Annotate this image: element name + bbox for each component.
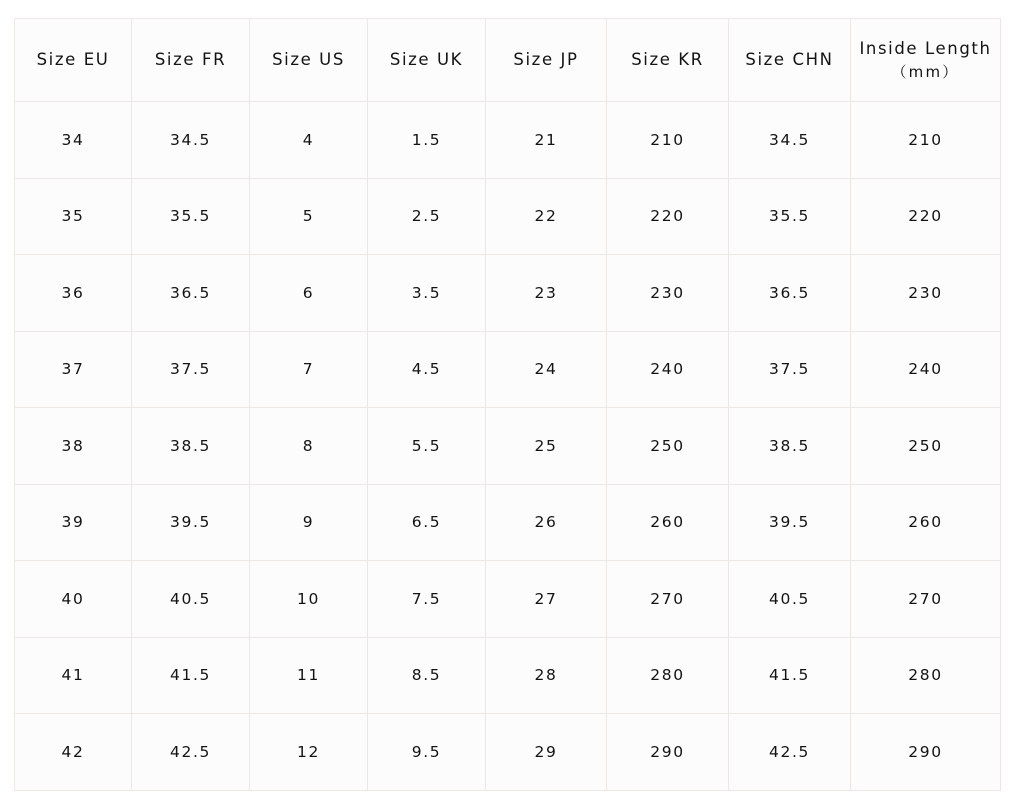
cell-size-jp: 23 bbox=[486, 255, 607, 332]
cell-size-kr: 270 bbox=[607, 561, 729, 638]
cell-inside-length: 210 bbox=[851, 102, 1001, 179]
table-row bbox=[15, 178, 1001, 255]
cell-size-fr: 35.5 bbox=[132, 178, 250, 255]
column-header-size-eu: Size EU bbox=[15, 19, 132, 102]
cell-inside-length: 280 bbox=[851, 637, 1001, 714]
cell-inside-length: 230 bbox=[851, 255, 1001, 332]
table-row bbox=[15, 331, 1001, 408]
cell-inside-length: 290 bbox=[851, 714, 1001, 791]
cell-size-jp: 27 bbox=[486, 561, 607, 638]
column-header-size-chn: Size CHN bbox=[729, 19, 851, 102]
cell-inside-length: 250 bbox=[851, 408, 1001, 485]
cell-size-uk: 4.5 bbox=[368, 331, 486, 408]
table-row bbox=[15, 102, 1001, 179]
column-header-size-uk: Size UK bbox=[368, 19, 486, 102]
cell-size-kr: 220 bbox=[607, 178, 729, 255]
cell-size-fr: 40.5 bbox=[132, 561, 250, 638]
cell-size-jp: 22 bbox=[486, 178, 607, 255]
size-conversion-table bbox=[14, 18, 1001, 791]
cell-size-kr: 210 bbox=[607, 102, 729, 179]
cell-size-kr: 260 bbox=[607, 484, 729, 561]
cell-size-fr: 38.5 bbox=[132, 408, 250, 485]
cell-size-kr: 230 bbox=[607, 255, 729, 332]
cell-size-us: 10 bbox=[250, 561, 368, 638]
cell-size-us: 6 bbox=[250, 255, 368, 332]
cell-size-jp: 26 bbox=[486, 484, 607, 561]
cell-size-chn: 36.5 bbox=[729, 255, 851, 332]
column-header-inside-length bbox=[851, 19, 1001, 102]
cell-size-chn: 42.5 bbox=[729, 714, 851, 791]
cell-size-uk: 9.5 bbox=[368, 714, 486, 791]
cell-size-fr: 41.5 bbox=[132, 637, 250, 714]
cell-size-kr: 250 bbox=[607, 408, 729, 485]
cell-size-chn: 37.5 bbox=[729, 331, 851, 408]
table-row bbox=[15, 714, 1001, 791]
table-header-row bbox=[15, 19, 1001, 102]
cell-size-chn: 39.5 bbox=[729, 484, 851, 561]
table-row bbox=[15, 484, 1001, 561]
cell-size-uk: 5.5 bbox=[368, 408, 486, 485]
cell-size-kr: 240 bbox=[607, 331, 729, 408]
table-header bbox=[15, 19, 1001, 102]
cell-size-uk: 2.5 bbox=[368, 178, 486, 255]
cell-size-jp: 28 bbox=[486, 637, 607, 714]
table-row bbox=[15, 561, 1001, 638]
cell-size-eu: 40 bbox=[15, 561, 132, 638]
cell-size-jp: 25 bbox=[486, 408, 607, 485]
cell-size-chn: 38.5 bbox=[729, 408, 851, 485]
cell-size-eu: 39 bbox=[15, 484, 132, 561]
cell-size-chn: 34.5 bbox=[729, 102, 851, 179]
cell-size-uk: 8.5 bbox=[368, 637, 486, 714]
cell-size-us: 12 bbox=[250, 714, 368, 791]
cell-size-chn: 40.5 bbox=[729, 561, 851, 638]
cell-size-fr: 42.5 bbox=[132, 714, 250, 791]
cell-size-fr: 37.5 bbox=[132, 331, 250, 408]
cell-size-eu: 34 bbox=[15, 102, 132, 179]
cell-size-eu: 42 bbox=[15, 714, 132, 791]
cell-size-eu: 37 bbox=[15, 331, 132, 408]
column-header-inside-length-unit: （mm） bbox=[891, 62, 960, 81]
cell-size-kr: 290 bbox=[607, 714, 729, 791]
cell-size-us: 11 bbox=[250, 637, 368, 714]
table-row bbox=[15, 637, 1001, 714]
cell-size-eu: 35 bbox=[15, 178, 132, 255]
cell-size-chn: 35.5 bbox=[729, 178, 851, 255]
cell-size-us: 7 bbox=[250, 331, 368, 408]
cell-size-us: 4 bbox=[250, 102, 368, 179]
cell-size-fr: 34.5 bbox=[132, 102, 250, 179]
cell-inside-length: 240 bbox=[851, 331, 1001, 408]
cell-size-kr: 280 bbox=[607, 637, 729, 714]
cell-size-chn: 41.5 bbox=[729, 637, 851, 714]
cell-inside-length: 260 bbox=[851, 484, 1001, 561]
column-header-size-fr: Size FR bbox=[132, 19, 250, 102]
column-header-size-kr: Size KR bbox=[607, 19, 729, 102]
cell-size-jp: 24 bbox=[486, 331, 607, 408]
column-header-size-jp: Size JP bbox=[486, 19, 607, 102]
column-header-size-us: Size US bbox=[250, 19, 368, 102]
cell-inside-length: 220 bbox=[851, 178, 1001, 255]
column-header-inside-length-text: Inside Length bbox=[859, 39, 992, 59]
cell-size-eu: 41 bbox=[15, 637, 132, 714]
cell-size-uk: 6.5 bbox=[368, 484, 486, 561]
cell-size-us: 8 bbox=[250, 408, 368, 485]
cell-size-uk: 7.5 bbox=[368, 561, 486, 638]
table-row bbox=[15, 408, 1001, 485]
cell-size-jp: 29 bbox=[486, 714, 607, 791]
cell-size-uk: 1.5 bbox=[368, 102, 486, 179]
cell-size-eu: 36 bbox=[15, 255, 132, 332]
cell-size-fr: 39.5 bbox=[132, 484, 250, 561]
table-row bbox=[15, 255, 1001, 332]
cell-size-eu: 38 bbox=[15, 408, 132, 485]
cell-size-uk: 3.5 bbox=[368, 255, 486, 332]
table-body bbox=[15, 102, 1001, 791]
cell-size-fr: 36.5 bbox=[132, 255, 250, 332]
cell-size-jp: 21 bbox=[486, 102, 607, 179]
cell-inside-length: 270 bbox=[851, 561, 1001, 638]
cell-size-us: 5 bbox=[250, 178, 368, 255]
cell-size-us: 9 bbox=[250, 484, 368, 561]
